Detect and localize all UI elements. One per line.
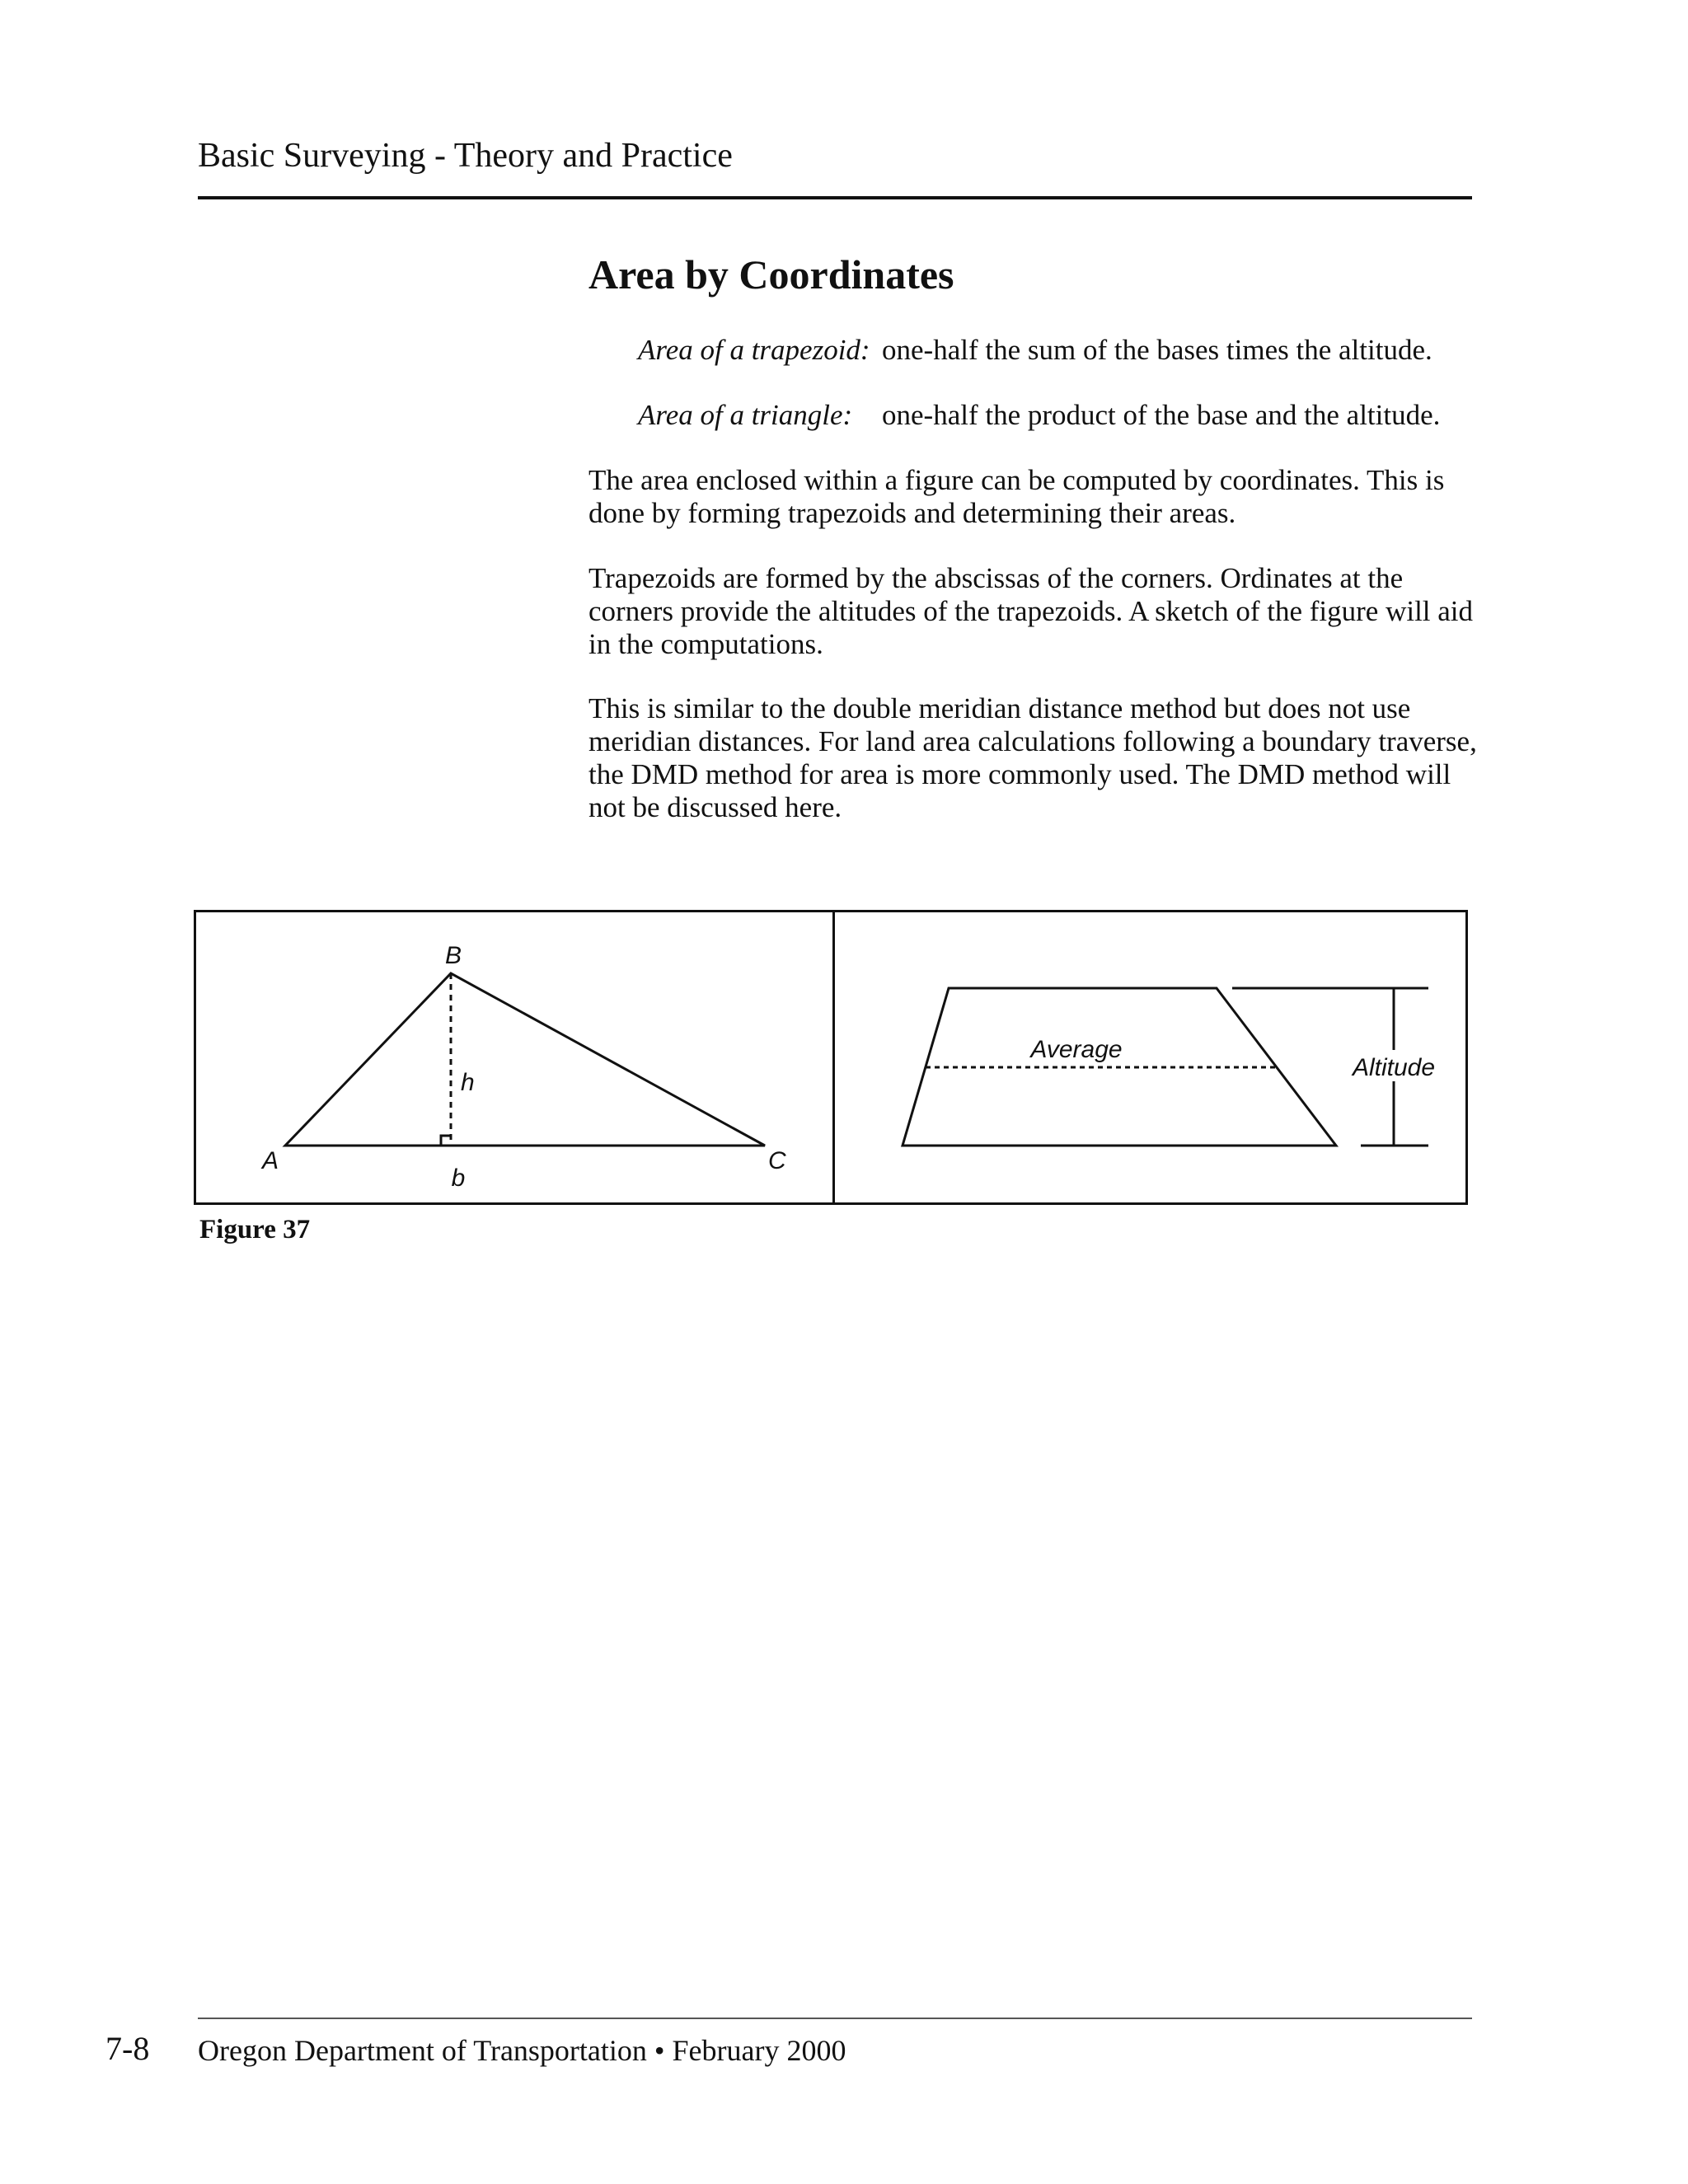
figure-37-diagram xyxy=(196,912,1465,1202)
trapezoid-diagram xyxy=(903,988,1435,1146)
page-number: 7-8 xyxy=(106,2030,150,2067)
right-angle-marker xyxy=(441,1136,451,1146)
paragraph: Trapezoids are formed by the abscissas of the corners. Ordinates at the corners provide the altitudes of the trapezoids. A sketch of the figure will aid in the computations. xyxy=(588,562,1474,660)
paragraph: The area enclosed within a figure can be computed by coordinates. This is done by forming trapezoids and determining their areas. xyxy=(588,464,1445,529)
footer-rule xyxy=(198,2018,1472,2019)
figure-37-frame xyxy=(194,910,1468,1205)
vertex-c-label: C xyxy=(768,1147,786,1174)
base-label: b xyxy=(451,1165,466,1192)
triangle-shape xyxy=(285,973,765,1146)
definition-text: one-half the sum of the bases times the altitude. xyxy=(882,334,1432,366)
height-label: h xyxy=(461,1069,475,1096)
definition-text: one-half the product of the base and the altitude. xyxy=(882,399,1441,431)
definition-term: Area of a triangle: xyxy=(638,399,853,431)
vertex-b-label: B xyxy=(444,942,462,969)
paragraph: This is similar to the double meridian distance method but does not use meridian distances. For land area calculations following a boundary traverse, the DMD method for area is more commonly used. The DMD method will not be discussed here. xyxy=(588,692,1477,823)
definition-trapezoid xyxy=(638,335,1432,364)
running-title: Basic Surveying - Theory and Practice xyxy=(198,137,733,175)
altitude-label: Altitude xyxy=(1352,1054,1436,1081)
average-label: Average xyxy=(1030,1036,1123,1063)
section-title: Area by Coordinates xyxy=(588,251,954,298)
footer-text: Oregon Department of Transportation • February 2000 xyxy=(198,2034,846,2067)
vertex-a-label: A xyxy=(262,1147,279,1174)
header-rule xyxy=(198,196,1472,199)
figure-caption: Figure 37 xyxy=(199,1215,311,1244)
definition-triangle xyxy=(638,401,1440,429)
definition-term: Area of a trapezoid: xyxy=(638,334,870,366)
triangle-diagram xyxy=(260,942,786,1192)
